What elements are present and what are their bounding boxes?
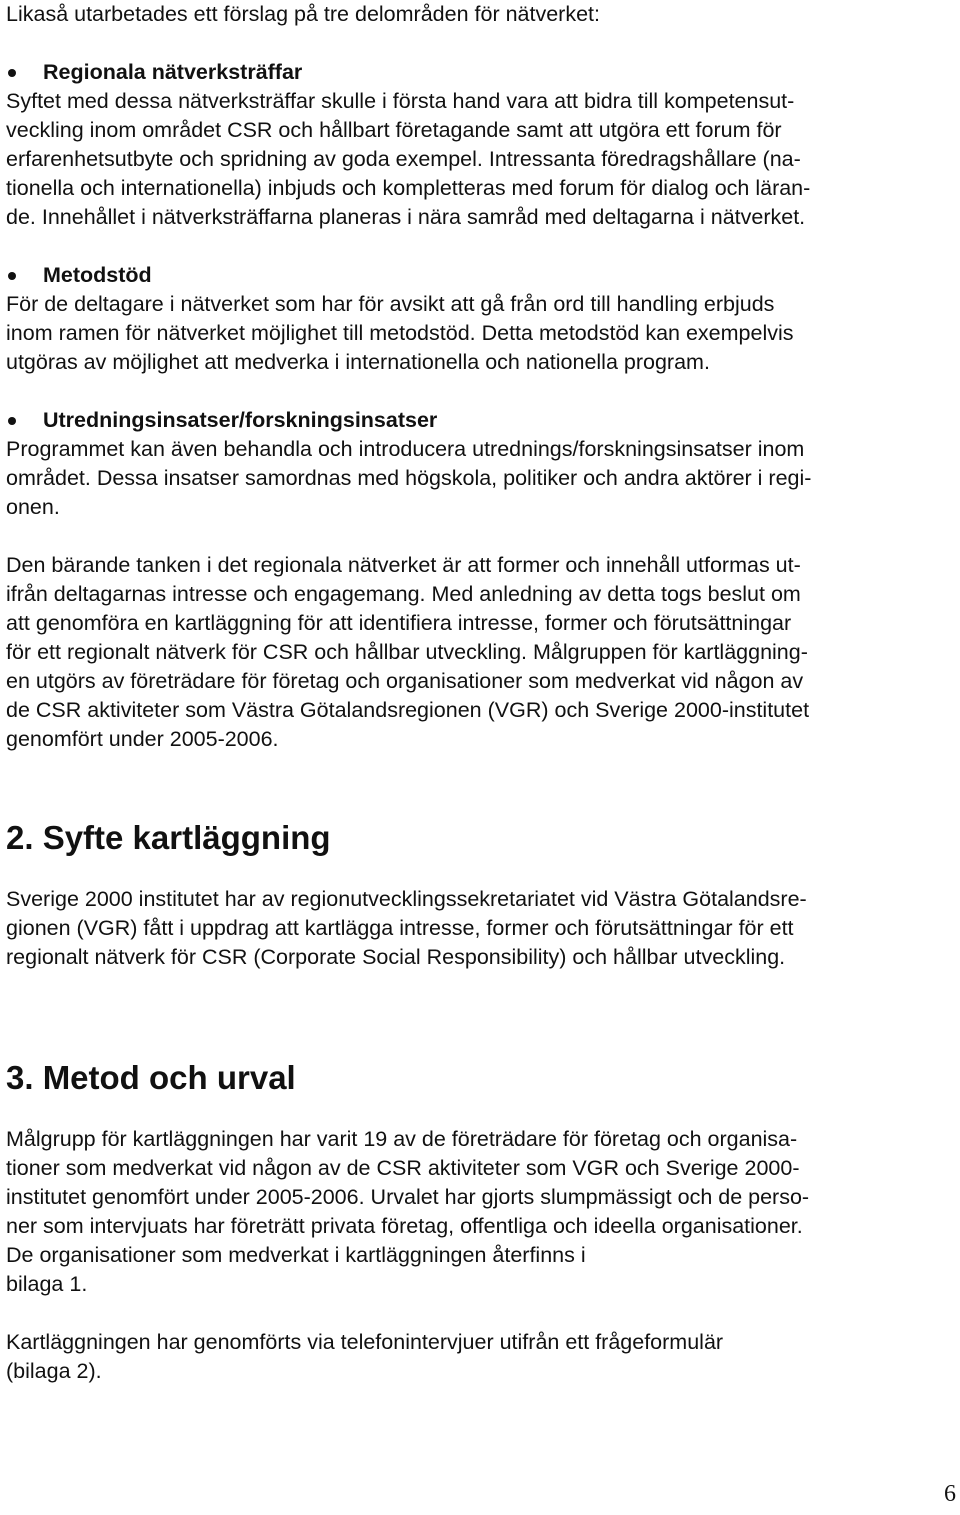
bullet-body-line: området. Dessa insatser samordnas med högskola, politiker och andra aktörer i regi- xyxy=(6,466,812,490)
page-number: 6 xyxy=(944,1481,956,1507)
paragraph-line: bilaga 1. xyxy=(6,1272,88,1296)
bullet-body-line: utgöras av möjlighet att medverka i internationella och nationella program. xyxy=(6,350,710,374)
bullet-body-line: erfarenhetsutbyte och spridning av goda exempel. Intressanta föredragshållare (na- xyxy=(6,147,801,171)
bullet-body-line: inom ramen för nätverket möjlighet till metodstöd. Detta metodstöd kan exempelvis xyxy=(6,321,794,345)
document-page xyxy=(6,0,942,1386)
bullet-body-line: Programmet kan även behandla och introducera utrednings/forskningsinsatser inom xyxy=(6,437,805,461)
bullet-heading xyxy=(6,261,942,290)
paragraph-line: ifrån deltagarnas intresse och engagemang. Med anledning av detta togs beslut om xyxy=(6,582,801,606)
paragraph-line: en utgörs av företrädare för företag och organisationer som medverkat vid någon av xyxy=(6,669,804,693)
bullet-body-line: tionella och internationella) inbjuds och kompletteras med forum för dialog och läran- xyxy=(6,176,811,200)
bullet-body-line: veckling inom området CSR och hållbart företagande samt att utgöra ett forum för xyxy=(6,118,782,142)
paragraph-line: tioner som medverkat vid någon av de CSR aktiviteter som VGR och Sverige 2000- xyxy=(6,1156,800,1180)
bullet-body-line: de. Innehållet i nätverksträffarna planeras i nära samråd med deltagarna i nätverket. xyxy=(6,205,806,229)
bullet-utredningsinsatser xyxy=(6,406,942,522)
paragraph-line: Kartläggningen har genomförts via telefonintervjuer utifrån ett frågeformulär xyxy=(6,1330,724,1354)
section3-paragraph-1 xyxy=(6,1125,942,1299)
paragraph-line: Sverige 2000 institutet har av regionutvecklingssekretariatet vid Västra Götalandsre- xyxy=(6,887,807,911)
intro-text: Likaså utarbetades ett förslag på tre delområden för nätverket: xyxy=(6,2,600,26)
paragraph-line: De organisationer som medverkat i kartläggningen återfinns i xyxy=(6,1243,586,1267)
bullet-regionala-natverkstraffar xyxy=(6,58,942,232)
closing-paragraph xyxy=(6,551,942,754)
bullet-icon xyxy=(8,417,16,425)
section3-paragraph-2 xyxy=(6,1328,942,1386)
paragraph-line: de CSR aktiviteter som Västra Götalandsregionen (VGR) och Sverige 2000-institutet xyxy=(6,698,810,722)
paragraph-line: gionen (VGR) fått i uppdrag att kartlägga intresse, former och förutsättningar för ett xyxy=(6,916,794,940)
bullet-metodstod xyxy=(6,261,942,377)
bullet-heading xyxy=(6,406,942,435)
paragraph-line: regionalt nätverk för CSR (Corporate Social Responsibility) och hållbar utveckling. xyxy=(6,945,786,969)
section-heading-metod: 3. Metod och urval xyxy=(6,1059,296,1096)
paragraph-line: ner som intervjuats har företrätt privata företag, offentliga och ideella organisationer. xyxy=(6,1214,803,1238)
bullet-icon xyxy=(8,69,16,77)
bullet-body-line: Syftet med dessa nätverksträffar skulle i första hand vara att bidra till kompetensut- xyxy=(6,89,795,113)
paragraph-line: genomfört under 2005-2006. xyxy=(6,727,279,751)
section-heading-syfte: 2. Syfte kartläggning xyxy=(6,819,331,856)
bullet-heading-label: Regionala nätverksträffar xyxy=(43,60,303,84)
bullet-heading-label: Utredningsinsatser/forskningsinsatser xyxy=(43,408,438,432)
paragraph-line: institutet genomfört under 2005-2006. Urvalet har gjorts slumpmässigt och de perso- xyxy=(6,1185,810,1209)
paragraph-line: Den bärande tanken i det regionala nätverket är att former och innehåll utformas ut- xyxy=(6,553,801,577)
paragraph-line: att genomföra en kartläggning för att identifiera intresse, former och förutsättningar xyxy=(6,611,792,635)
bullet-body-line: onen. xyxy=(6,495,60,519)
paragraph-line: (bilaga 2). xyxy=(6,1359,102,1383)
bullet-heading xyxy=(6,58,942,87)
bullet-body-line: För de deltagare i nätverket som har för avsikt att gå från ord till handling erbjuds xyxy=(6,292,775,316)
paragraph-line: för ett regionalt nätverk för CSR och hållbar utveckling. Målgruppen för kartläggning- xyxy=(6,640,808,664)
section2-paragraph xyxy=(6,885,942,972)
bullet-icon xyxy=(8,272,16,280)
paragraph-line: Målgrupp för kartläggningen har varit 19 av de företrädare för företag och organisa- xyxy=(6,1127,798,1151)
bullet-heading-label: Metodstöd xyxy=(43,263,152,287)
